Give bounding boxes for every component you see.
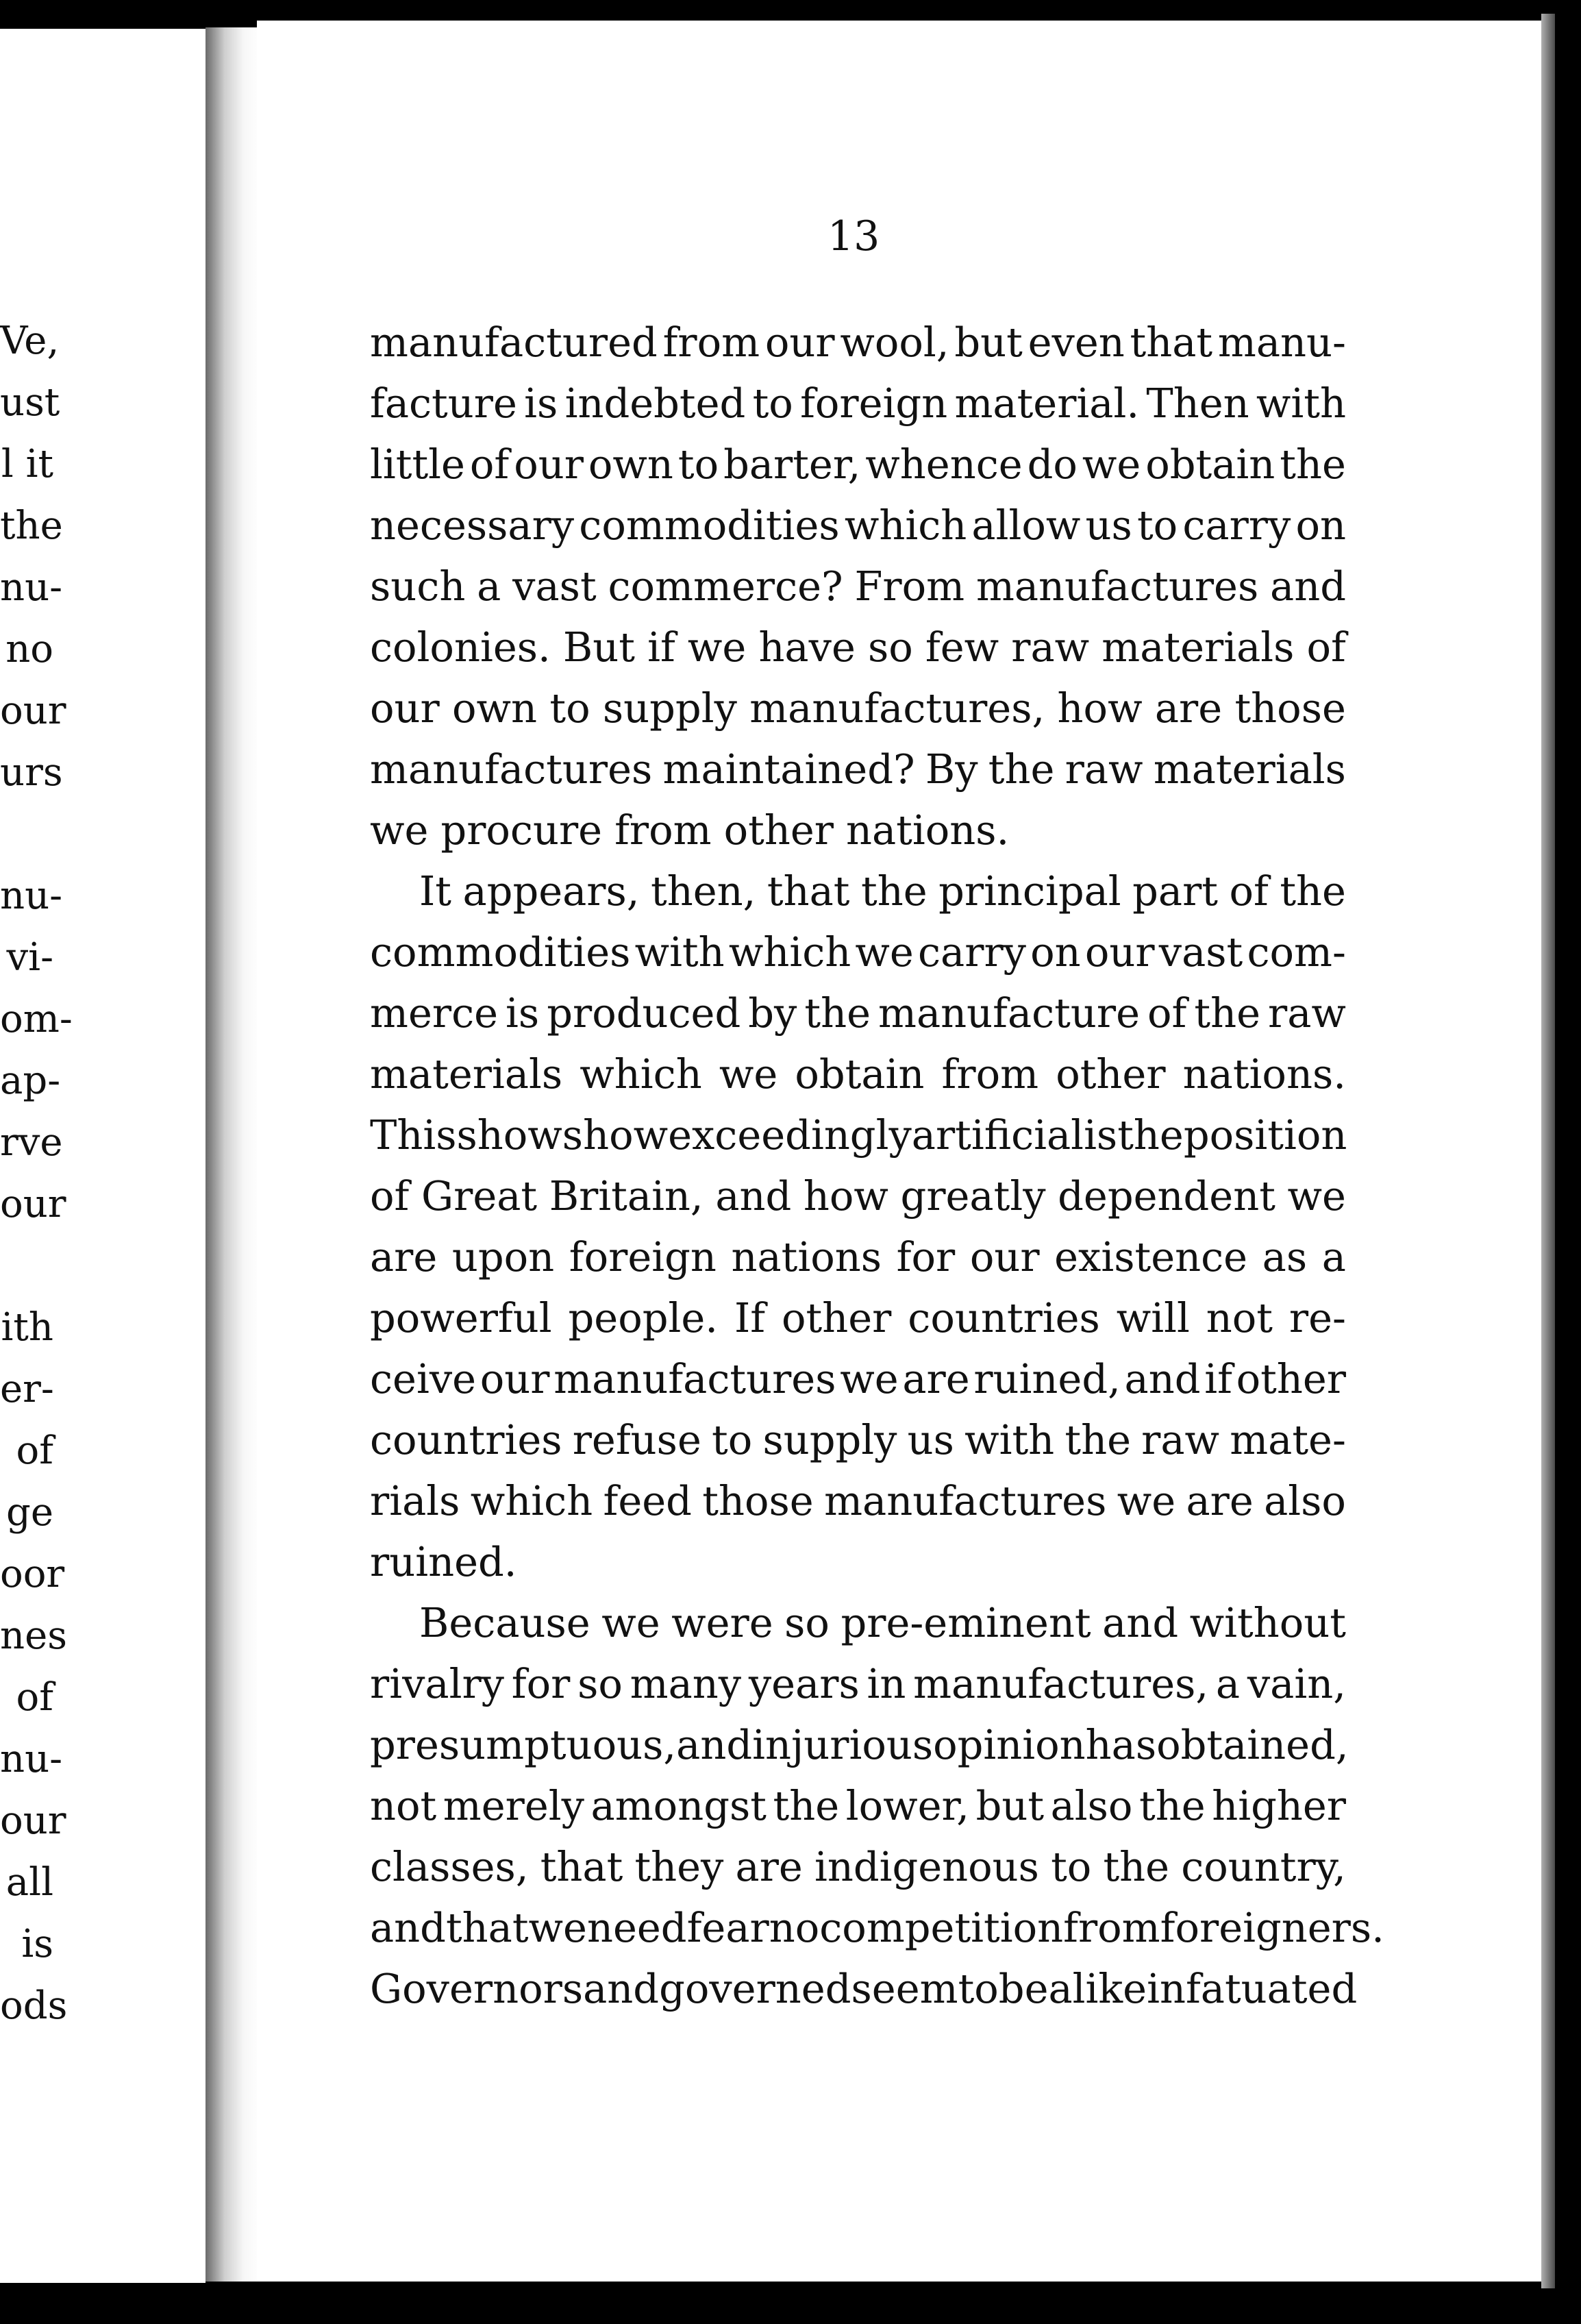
- previous-page-fragment: ith: [1, 1305, 53, 1350]
- previous-page-fragment: ge: [6, 1490, 53, 1535]
- text-line: colonies. But if we have so few raw materials of: [370, 623, 1346, 671]
- previous-page-fragment: vi-: [6, 935, 53, 980]
- previous-page-fragment: our: [0, 1182, 66, 1226]
- previous-page-fragment: l it: [1, 442, 53, 486]
- previous-page-fragment: of: [16, 1429, 53, 1473]
- text-line: of Great Britain, and how greatly dependent we: [370, 1172, 1346, 1220]
- text-line: we procure from other nations.: [370, 806, 1010, 854]
- text-line: materials which we obtain from other nations.: [370, 1050, 1346, 1098]
- previous-page-fragment: all: [5, 1860, 53, 1905]
- page-edge-shadow: [1541, 14, 1555, 2288]
- previous-page-edge: [0, 29, 206, 2283]
- text-line: ruined.: [370, 1538, 517, 1585]
- previous-page-fragment: the: [0, 504, 63, 548]
- text-line: rivalry for so many years in manufactures, a vain,: [370, 1660, 1346, 1707]
- text-line: little of our own to barter, whence do we obtain the: [370, 441, 1346, 488]
- previous-page-fragment: ust: [0, 380, 60, 425]
- text-line: our own to supply manufactures, how are those: [370, 684, 1346, 732]
- text-line: such a vast commerce? From manufactures and: [370, 563, 1346, 610]
- text-line: manufactures maintained? By the raw materials: [370, 745, 1346, 793]
- previous-page-fragment: rve: [0, 1120, 63, 1165]
- text-line: Governors and governed seem to be alike infatuated: [370, 1965, 1358, 2012]
- page-number: 13: [827, 212, 880, 260]
- previous-page-fragment: our: [0, 1798, 66, 1843]
- text-line: It appears, then, that the principal part of the: [419, 867, 1346, 915]
- text-line: necessary commodities which allow us to carry on: [370, 502, 1346, 549]
- text-line: countries refuse to supply us with the raw mate-: [370, 1416, 1346, 1463]
- text-line: powerful people. If other countries will not re-: [370, 1294, 1346, 1342]
- text-line: facture is indebted to foreign material. Then with: [370, 380, 1346, 427]
- previous-page-fragment: nu-: [0, 874, 63, 918]
- text-line: merce is produced by the manufacture of the raw: [370, 989, 1346, 1037]
- text-line: presumptuous, and injurious opinion has obtained,: [370, 1721, 1349, 1768]
- text-line: ceive our manufactures we are ruined, and if other: [370, 1355, 1346, 1402]
- previous-page-fragment: oor: [0, 1552, 65, 1596]
- previous-page-fragment: urs: [0, 750, 63, 795]
- text-line: manufactured from our wool, but even that manu-: [370, 319, 1346, 366]
- text-line: classes, that they are indigenous to the country,: [370, 1843, 1346, 1890]
- previous-page-fragment: ods: [0, 1983, 68, 2028]
- text-line: not merely amongst the lower, but also the higher: [370, 1782, 1346, 1829]
- previous-page-fragment: nu-: [0, 565, 63, 610]
- previous-page-fragment: nes: [0, 1614, 67, 1658]
- previous-page-fragment: ap-: [0, 1059, 61, 1103]
- text-line: This shows how exceedingly artificial is the position: [370, 1111, 1347, 1159]
- text-line: commodities with which we carry on our vast com-: [370, 928, 1346, 976]
- text-line: rials which feed those manufactures we are also: [370, 1477, 1346, 1524]
- previous-page-fragment: om-: [0, 997, 73, 1041]
- previous-page-fragment: our: [0, 689, 66, 733]
- previous-page-fragment: nu-: [0, 1737, 63, 1781]
- previous-page-fragment: Ve,: [0, 319, 60, 363]
- previous-page-fragment: of: [16, 1675, 53, 1720]
- text-line: and that we need fear no competition from foreigners.: [370, 1904, 1384, 1951]
- previous-page-fragment: no: [5, 627, 53, 671]
- previous-page-fragment: er-: [0, 1367, 54, 1411]
- previous-page-fragment: is: [21, 1922, 53, 1966]
- book-gutter: [206, 27, 260, 2282]
- page-body-text: [370, 312, 1384, 2019]
- text-line: Because we were so pre-eminent and without: [419, 1599, 1346, 1646]
- text-line: are upon foreign nations for our existence as a: [370, 1233, 1346, 1281]
